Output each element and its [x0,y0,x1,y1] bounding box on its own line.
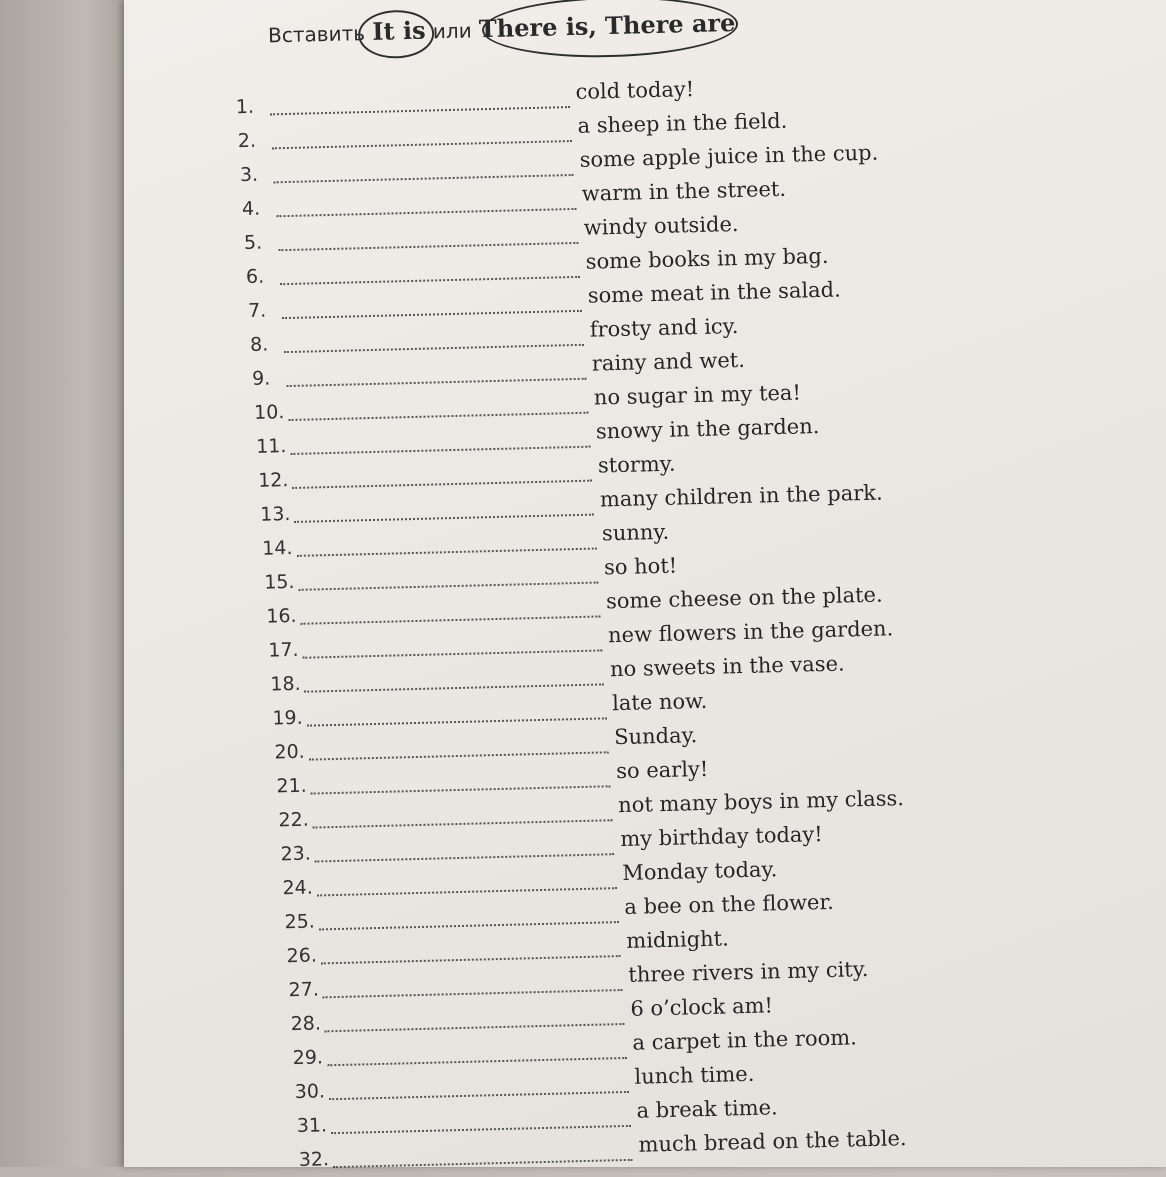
exercise-sentence: new flowers in the garden. [607,616,894,648]
exercise-number: 25. [284,910,316,934]
exercise-number: 31. [296,1114,328,1138]
exercise-number: 8. [249,333,269,356]
exercise-sentence: warm in the street. [581,176,787,206]
exercise-sentence: a break time. [636,1095,778,1123]
exercise-number: 7. [247,299,267,322]
exercise-number: 14. [262,536,293,560]
exercise-number: 15. [264,570,295,594]
exercise-sentence: no sugar in my tea! [593,380,802,410]
exercise-number: 16. [266,604,297,628]
exercise-sentence: so early! [615,756,709,784]
exercise-sentence: frosty and icy. [589,314,739,342]
exercise-number: 19. [272,706,303,730]
exercise-number: 18. [270,672,301,696]
exercise-sentence: late now. [611,688,708,716]
exercise-number: 21. [276,774,307,798]
exercise-sentence: my birthday today! [619,822,823,852]
title-it-is: It is [371,15,426,46]
exercise-sentence: some apple juice in the cup. [579,140,879,172]
exercise-sentence: a carpet in the room. [632,1025,858,1055]
exercise-number: 17. [268,638,299,662]
exercise-number: 3. [239,163,259,187]
exercise-sentence: Monday today. [622,857,778,886]
exercise-sentence: Sunday. [613,723,698,750]
exercise-sentence: much bread on the table. [638,1126,907,1157]
exercise-number: 26. [286,944,318,968]
exercise-number: 6. [245,265,265,289]
exercise-sentence: no sweets in the vase. [609,651,845,682]
exercise-sentence: some cheese on the plate. [605,582,883,614]
exercise-sentence: stormy. [597,451,676,478]
exercise-number: 32. [298,1148,330,1171]
title-prefix: Вставить [267,21,366,48]
exercise-number: 1. [235,95,255,119]
exercise-number: 23. [280,842,312,866]
exercise-sentence: 6 o’clock am! [630,993,774,1021]
exercise-sentence: a sheep in the field. [577,108,788,138]
exercise-number: 24. [282,876,314,900]
exercise-sentence: some meat in the salad. [587,277,842,308]
exercise-number: 30. [294,1080,326,1104]
pen-circle-there-is [478,0,738,60]
exercise-number: 28. [290,1012,322,1036]
exercise-number: 27. [288,978,320,1002]
exercise-sentence: a bee on the flower. [624,889,835,919]
exercise-sentence: lunch time. [634,1061,755,1089]
exercise-sentence: rainy and wet. [591,347,746,376]
exercise-number: 20. [274,740,305,764]
exercise-number: 2. [237,129,257,153]
worksheet-paper [124,0,1166,1171]
exercise-number: 4. [241,197,261,221]
exercise-sentence: sunny. [601,519,670,546]
exercise-number: 11. [255,435,287,458]
title-there-is-are: There is, There are [478,7,736,44]
exercise-sentence: not many boys in my class. [617,786,905,818]
exercise-number: 12. [257,469,289,492]
exercise-sentence: cold today! [575,77,695,104]
worksheet-content [123,0,1166,1170]
pen-circle-it-is [358,9,435,59]
exercise-sentence: midnight. [626,926,730,953]
exercise-number: 9. [251,367,271,390]
title-or: или [432,18,472,44]
exercise-sentence: three rivers in my city. [628,957,869,987]
exercise-sentence: so hot! [603,553,678,580]
exercise-number: 13. [259,503,291,526]
exercise-number: 10. [253,401,285,424]
table-surface [0,0,124,1167]
exercise-number: 29. [292,1046,324,1070]
exercise-sentence: many children in the park. [599,480,883,512]
exercise-sentence: snowy in the garden. [595,414,820,444]
exercise-number: 22. [278,808,309,832]
exercise-number: 5. [243,231,263,255]
exercise-sentence: windy outside. [583,211,739,240]
exercise-sentence: some books in my bag. [585,243,829,274]
